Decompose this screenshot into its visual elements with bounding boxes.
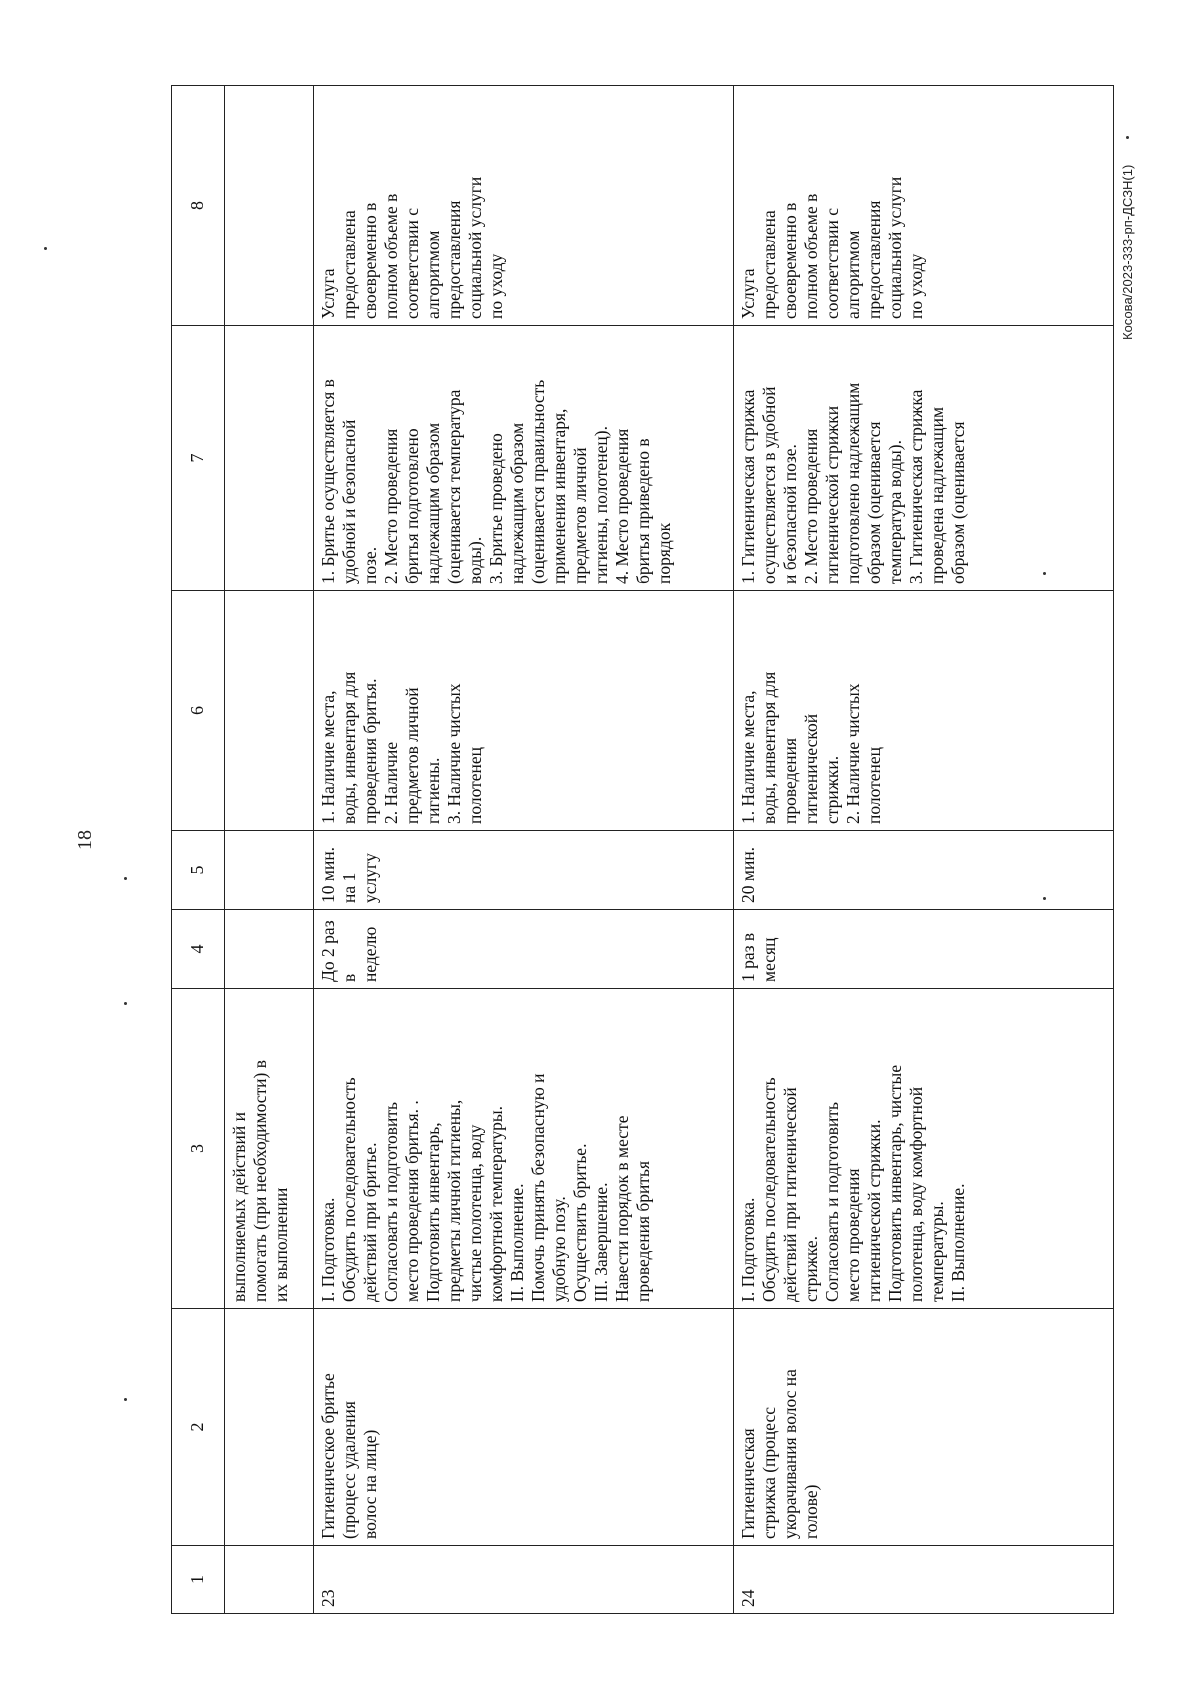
- duration-cell: [734, 831, 1114, 910]
- header-cell: 8: [172, 86, 225, 326]
- cell-line: место проведения бритья. .: [402, 1100, 422, 1302]
- header-cell: 7: [172, 326, 225, 591]
- page-number: 18: [74, 830, 96, 850]
- cell-line: их выполнении: [271, 1187, 291, 1302]
- cell-line: Услуга: [738, 268, 758, 319]
- result-cell: [314, 86, 734, 326]
- cell-line: удобную позу.: [549, 1196, 569, 1302]
- table-cell: [225, 1309, 314, 1546]
- table-cell: [225, 326, 314, 591]
- cell-line: Гигиеническое бритье: [318, 1373, 338, 1539]
- cell-line: место проведения: [843, 1168, 863, 1302]
- cell-line: помогать (при необходимости) в: [250, 1059, 270, 1302]
- cell-line: (оценивается правильность: [528, 379, 548, 584]
- table-cell: [225, 1546, 314, 1614]
- cell-line: 2. Наличие чистых: [843, 683, 863, 824]
- cell-line: воды, инвентаря для: [759, 671, 779, 824]
- cell-line: чистые полотенца, воду: [465, 1124, 485, 1302]
- conditions-cell: [314, 591, 734, 831]
- table-row: [314, 86, 734, 1614]
- row-number-cell: [314, 1546, 734, 1614]
- header-cell: 5: [172, 831, 225, 910]
- cell-line: действий при бритье.: [360, 1142, 380, 1302]
- cell-line: образом (оценивается: [948, 421, 968, 584]
- cell-line: 1. Гигиеническая стрижка: [738, 389, 758, 584]
- cell-line: проведения бритья: [633, 1160, 653, 1302]
- cell-line: 2. Наличие: [381, 741, 401, 824]
- cell-line: III. Завершение.: [591, 1182, 611, 1302]
- cell-line: действий при гигиенической: [780, 1087, 800, 1302]
- table-cell: [225, 910, 314, 989]
- cell-line: Услуга: [318, 268, 338, 319]
- cell-line: полотенца, воду комфортной: [906, 1086, 926, 1302]
- cell-line: голове): [801, 1484, 821, 1539]
- cell-line: надлежащим образом: [423, 422, 443, 584]
- cell-line: Согласовать и подготовить: [381, 1101, 401, 1302]
- header-cell: 4: [172, 910, 225, 989]
- cell-line: температуры.: [927, 1201, 947, 1302]
- scan-speck: [124, 877, 127, 880]
- services-table: [171, 85, 1114, 1614]
- cell-line: гигиены, полотенец).: [591, 426, 611, 584]
- description-cell: [314, 989, 734, 1309]
- cell-line: 1. Наличие места,: [318, 690, 338, 824]
- quality-cell: [734, 326, 1114, 591]
- conditions-cell: [734, 591, 1114, 831]
- service-name-cell: [734, 1309, 1114, 1546]
- row-number: 24: [738, 1589, 758, 1607]
- cell-line: по уходу: [486, 253, 506, 319]
- cell-line: гигиенической: [801, 713, 821, 824]
- cell-line: (оценивается температура: [444, 389, 464, 584]
- cell-line: Обсудить последовательность: [759, 1077, 779, 1302]
- cell-line: и безопасной позе.: [780, 444, 800, 584]
- result-cell: [734, 86, 1114, 326]
- cell-line: Обсудить последовательность: [339, 1077, 359, 1302]
- scan-speck: [124, 1002, 127, 1005]
- duration-cell: [314, 831, 734, 910]
- cell-line: применения инвентаря,: [549, 408, 569, 584]
- cell-line: социальной услуги: [885, 176, 905, 319]
- cell-line: подготовлено надлежащим: [843, 382, 863, 584]
- cell-line: температура воды).: [885, 440, 905, 584]
- continuation-row: [225, 86, 314, 1614]
- cell-line: осуществляется в удобной: [759, 386, 779, 584]
- cell-line: бритья подготовлено: [402, 428, 422, 584]
- cell-line: полотенец: [465, 746, 485, 824]
- header-cell: 3: [172, 989, 225, 1309]
- cell-line: удобной и безопасной: [339, 419, 359, 584]
- cell-line: I. Подготовка.: [318, 1197, 338, 1302]
- cell-line: образом (оценивается: [864, 421, 884, 584]
- cell-line: I. Подготовка.: [738, 1197, 758, 1302]
- cell-line: 4. Место проведения: [612, 428, 632, 584]
- header-row: [172, 86, 225, 1614]
- service-name-cell: [314, 1309, 734, 1546]
- quality-cell: [314, 326, 734, 591]
- cell-line: предоставлена: [339, 210, 359, 319]
- cell-line: Навести порядок в месте: [612, 1115, 632, 1302]
- cell-line: проведения бритья.: [360, 678, 380, 824]
- cell-line: полотенец: [864, 746, 884, 824]
- cell-line: 2. Место проведения: [801, 428, 821, 584]
- cell-line: предоставления: [864, 200, 884, 319]
- cell-line: месяц: [759, 937, 779, 982]
- cell-line: Подготовить инвентарь,: [423, 1122, 443, 1302]
- cell-line: соответствии с: [402, 207, 422, 319]
- cell-line: гигиены.: [423, 757, 443, 824]
- cell-line: предоставлена: [759, 210, 779, 319]
- cell-line: воды).: [465, 536, 485, 584]
- row-number: 23: [318, 1589, 338, 1607]
- cell-line: 3. Гигиеническая стрижка: [906, 389, 926, 584]
- cell-line: алгоритмом: [423, 230, 443, 319]
- cell-line: полном объеме в: [381, 193, 401, 319]
- cell-line: социальной услуги: [465, 176, 485, 319]
- cell-line: на 1: [339, 872, 359, 903]
- cell-line: проведения: [780, 737, 800, 824]
- cell-line: выполняемых действий и: [229, 1112, 249, 1302]
- cell-line: своевременно в: [360, 202, 380, 319]
- cell-line: До 2 раз: [318, 920, 338, 982]
- header-cell: 1: [172, 1546, 225, 1614]
- cell-line: алгоритмом: [843, 230, 863, 319]
- cell-line: укорачивания волос на: [780, 1369, 800, 1539]
- table-cell: [225, 831, 314, 910]
- cell-line: Гигиеническая: [738, 1428, 758, 1539]
- cell-line: II. Выполнение.: [948, 1183, 968, 1302]
- cell-line: стрижка (процесс: [759, 1406, 779, 1539]
- cell-line: (процесс удаления: [339, 1401, 359, 1539]
- cell-line: 3. Бритье проведено: [486, 433, 506, 584]
- table-row: [734, 86, 1114, 1614]
- cell-line: гигиенической стрижки: [822, 405, 842, 584]
- frequency-cell: [314, 910, 734, 989]
- table-cell: [225, 989, 314, 1309]
- table-cell: [225, 86, 314, 326]
- frequency-cell: [734, 910, 1114, 989]
- cell-line: волос на лице): [360, 1429, 380, 1539]
- header-cell: 6: [172, 591, 225, 831]
- cell-line: в: [339, 973, 359, 982]
- cell-line: Помочь принять безопасную и: [528, 1073, 548, 1302]
- cell-line: стрижке.: [801, 1235, 821, 1302]
- cell-line: Подготовить инвентарь, чистые: [885, 1064, 905, 1302]
- scan-speck: [1126, 136, 1129, 139]
- table-cell: [225, 591, 314, 831]
- document-id: Косова/2023-333-рп-ДСЗН(1): [1120, 164, 1135, 340]
- cell-line: предметов личной: [402, 687, 422, 824]
- cell-line: неделю: [360, 926, 380, 982]
- cell-line: предметы личной гигиены,: [444, 1099, 464, 1302]
- description-cell: [734, 989, 1114, 1309]
- cell-line: надлежащим образом: [507, 422, 527, 584]
- cell-line: гигиенической стрижки.: [864, 1119, 884, 1302]
- cell-line: стрижки.: [822, 755, 842, 824]
- cell-line: по уходу: [906, 253, 926, 319]
- cell-line: 1. Наличие места,: [738, 690, 758, 824]
- cell-line: 10 мин.: [318, 846, 338, 903]
- cell-line: воды, инвентаря для: [339, 671, 359, 824]
- cell-line: 3. Наличие чистых: [444, 683, 464, 824]
- cell-line: предметов личной: [570, 447, 590, 584]
- cell-line: полном объеме в: [801, 193, 821, 319]
- cell-line: II. Выполнение.: [507, 1183, 527, 1302]
- cell-line: порядок: [654, 522, 674, 584]
- cell-line: проведена надлежащим: [927, 406, 947, 584]
- cell-line: соответствии с: [822, 207, 842, 319]
- scan-speck: [124, 1398, 127, 1401]
- cell-line: комфортной температуры.: [486, 1106, 506, 1302]
- cell-line: 20 мин.: [738, 846, 758, 903]
- cell-line: 2. Место проведения: [381, 428, 401, 584]
- row-number-cell: [734, 1546, 1114, 1614]
- cell-line: предоставления: [444, 200, 464, 319]
- header-cell: 2: [172, 1309, 225, 1546]
- cell-line: Согласовать и подготовить: [822, 1101, 842, 1302]
- scan-speck: [44, 247, 47, 250]
- cell-line: 1 раз в: [738, 932, 758, 982]
- cell-line: бритья приведено в: [633, 438, 653, 584]
- cell-line: позе.: [360, 546, 380, 584]
- cell-line: Осуществить бритье.: [570, 1143, 590, 1302]
- cell-line: своевременно в: [780, 202, 800, 319]
- cell-line: услугу: [360, 853, 380, 903]
- services-table-rotated: [171, 86, 1114, 1614]
- cell-line: 1. Бритье осуществляется в: [318, 379, 338, 584]
